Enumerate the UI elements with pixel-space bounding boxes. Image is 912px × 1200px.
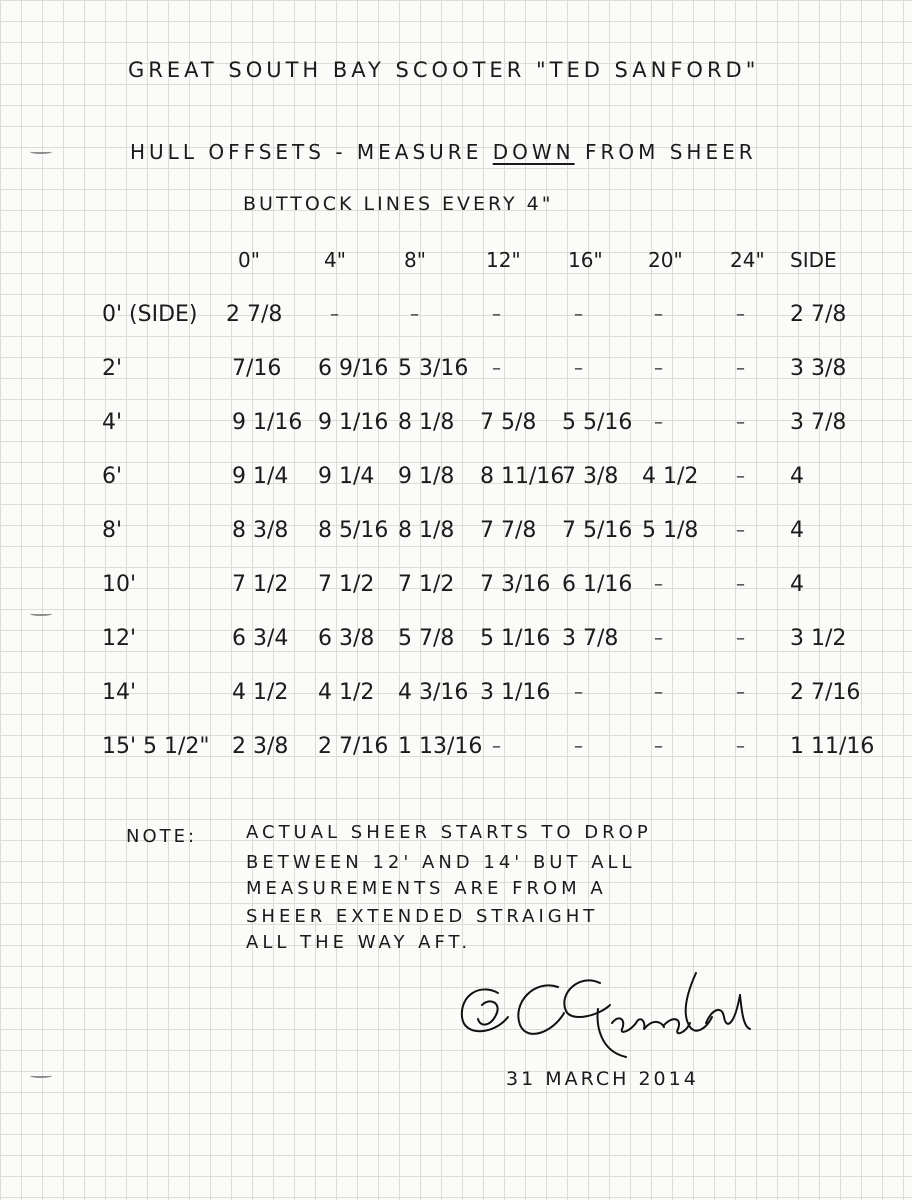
column-header: 4" (324, 248, 346, 272)
binder-hole-middle (30, 610, 52, 616)
station-label: 0' (SIDE) (102, 302, 198, 327)
column-header: 0" (238, 248, 260, 272)
offset-cell: 4 1/2 (642, 464, 699, 489)
offset-cell: – (330, 304, 339, 325)
offset-cell: 6 9/16 (318, 356, 389, 381)
offset-cell: 7 1/2 (318, 572, 375, 597)
offset-cell: 6 1/16 (562, 572, 633, 597)
offset-cell: 9 1/4 (232, 464, 289, 489)
offset-cell: – (492, 304, 501, 325)
column-header: 12" (486, 248, 521, 272)
station-label: 12' (102, 626, 137, 651)
offset-cell: 9 1/8 (398, 464, 455, 489)
subtitle-end: FROM SHEER (584, 140, 757, 164)
station-label: 8' (102, 518, 123, 543)
offset-cell: 3 7/8 (562, 626, 619, 651)
signature-date: 31 MARCH 2014 (506, 1068, 699, 1090)
subtitle (130, 140, 757, 164)
offset-cell: 7 5/16 (562, 518, 633, 543)
offset-cell: 7/16 (232, 356, 282, 381)
offset-cell: 7 1/2 (232, 572, 289, 597)
binder-hole-top (30, 148, 52, 154)
offset-cell: 6 3/8 (318, 626, 375, 651)
offset-cell: – (654, 358, 663, 379)
column-header: 20" (648, 248, 683, 272)
offset-cell: 2 7/16 (790, 680, 861, 705)
offset-cell: 4 (790, 518, 804, 543)
offset-cell: – (574, 304, 583, 325)
offset-cell: – (736, 466, 745, 487)
offset-cell: 5 1/16 (480, 626, 551, 651)
offset-cell: – (654, 682, 663, 703)
offset-cell: 3 1/2 (790, 626, 847, 651)
offset-cell: – (736, 628, 745, 649)
offset-cell: – (492, 358, 501, 379)
offset-cell: 3 3/8 (790, 356, 847, 381)
offset-cell: 1 13/16 (398, 734, 483, 759)
binder-hole-bottom (30, 1072, 52, 1078)
subtitle-text: HULL OFFSETS - MEASURE (130, 140, 483, 164)
subtitle-emphasis: DOWN (492, 140, 575, 164)
offset-cell: – (654, 412, 663, 433)
offset-cell: 4 1/2 (318, 680, 375, 705)
offset-cell: 7 3/8 (562, 464, 619, 489)
offset-cell: 8 1/8 (398, 518, 455, 543)
offset-cell: 4 3/16 (398, 680, 469, 705)
note-line: SHEER EXTENDED STRAIGHT (246, 906, 599, 927)
offset-cell: 2 7/8 (790, 302, 847, 327)
signature (450, 965, 760, 1065)
offset-cell: 5 1/8 (642, 518, 699, 543)
offset-cell: – (654, 304, 663, 325)
offset-cell: 5 7/8 (398, 626, 455, 651)
offset-cell: 8 11/16 (480, 464, 565, 489)
offset-cell: 4 1/2 (232, 680, 289, 705)
page-title: GREAT SOUTH BAY SCOOTER "TED SANFORD" (128, 58, 760, 82)
offset-cell: – (736, 736, 745, 757)
column-header: SIDE (790, 248, 837, 272)
note-line: BETWEEN 12' AND 14' BUT ALL (246, 852, 636, 873)
offset-cell: – (736, 520, 745, 541)
column-header: 16" (568, 248, 603, 272)
offset-cell: – (410, 304, 419, 325)
offset-cell: 6 3/4 (232, 626, 289, 651)
offset-cell: – (654, 628, 663, 649)
offset-cell: 2 3/8 (232, 734, 289, 759)
column-header: 24" (730, 248, 765, 272)
offset-cell: – (574, 682, 583, 703)
offset-cell: – (654, 574, 663, 595)
offset-cell: 3 1/16 (480, 680, 551, 705)
note-line: ACTUAL SHEER STARTS TO DROP (246, 822, 652, 843)
offset-cell: – (574, 358, 583, 379)
buttock-lines-note: BUTTOCK LINES EVERY 4" (243, 193, 554, 215)
offset-cell: 8 5/16 (318, 518, 389, 543)
offset-cell: – (654, 736, 663, 757)
offset-cell: – (736, 574, 745, 595)
offset-cell: – (736, 682, 745, 703)
offset-cell: 1 11/16 (790, 734, 875, 759)
offset-cell: 7 7/8 (480, 518, 537, 543)
offset-cell: 9 1/4 (318, 464, 375, 489)
offset-cell: 5 3/16 (398, 356, 469, 381)
offset-cell: 8 3/8 (232, 518, 289, 543)
station-label: 10' (102, 572, 137, 597)
offset-cell: – (736, 304, 745, 325)
note-line: ALL THE WAY AFT. (246, 932, 472, 953)
note-line: MEASUREMENTS ARE FROM A (246, 878, 607, 899)
offset-cell: 9 1/16 (318, 410, 389, 435)
offset-cell: 7 3/16 (480, 572, 551, 597)
offset-cell: 2 7/8 (226, 302, 283, 327)
station-label: 15' 5 1/2" (102, 734, 210, 759)
offset-cell: 8 1/8 (398, 410, 455, 435)
offset-cell: 4 (790, 572, 804, 597)
station-label: 2' (102, 356, 123, 381)
offset-cell: 5 5/16 (562, 410, 633, 435)
station-label: 14' (102, 680, 137, 705)
offset-cell: 7 5/8 (480, 410, 537, 435)
offset-cell: 2 7/16 (318, 734, 389, 759)
offset-cell: – (574, 736, 583, 757)
station-label: 6' (102, 464, 123, 489)
column-header: 8" (404, 248, 426, 272)
offset-cell: – (736, 412, 745, 433)
offset-cell: – (736, 358, 745, 379)
offset-cell: 9 1/16 (232, 410, 303, 435)
offset-cell: 3 7/8 (790, 410, 847, 435)
offset-cell: – (492, 736, 501, 757)
offset-cell: 7 1/2 (398, 572, 455, 597)
station-label: 4' (102, 410, 123, 435)
note-label: NOTE: (126, 826, 198, 847)
offset-cell: 4 (790, 464, 804, 489)
